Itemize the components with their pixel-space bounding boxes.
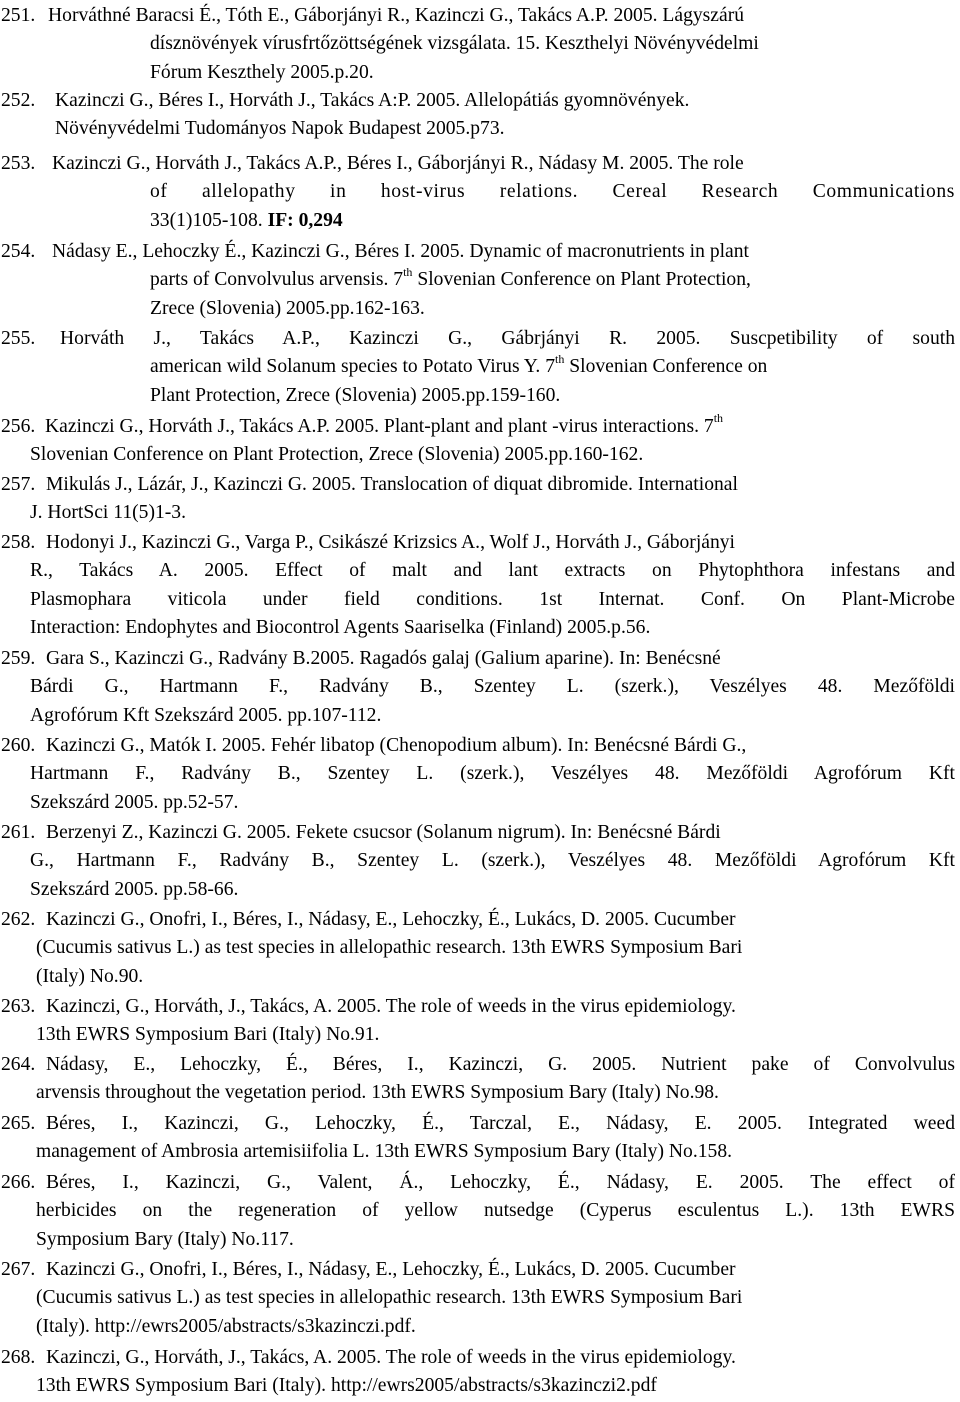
- reference-line: (Cucumis sativus L.) as test species in allelopathic research. 13th EWRS Symposium Bari: [36, 937, 743, 959]
- reference-line: (Cucumis sativus L.) as test species in allelopathic research. 13th EWRS Symposium Bari: [36, 1287, 743, 1309]
- reference-line: of allelopathy in host-virus relations. Cereal Research Communications: [150, 181, 955, 203]
- reference-line: Kazinczi G., Béres I., Horváth J., Takács A:P. 2005. Allelopátiás gyomnövények.: [55, 90, 690, 111]
- reference-line: Béres, I., Kazinczi, G., Valent, Á., Lehoczky, É., Nádasy, E. 2005. The effect of: [46, 1172, 955, 1193]
- reference-number: 251.: [1, 5, 36, 26]
- reference-line: Kazinczi G., Onofri, I., Béres, I., Nádasy, E., Lehoczky, É., Lukács, D. 2005. Cucumber: [46, 1259, 736, 1280]
- reference-line: Mikulás J., Lázár, J., Kazinczi G. 2005. Translocation of diquat dibromide. International: [46, 474, 738, 495]
- reference-line: management of Ambrosia artemisiifolia L. 13th EWRS Symposium Bary (Italy) No.158.: [36, 1141, 733, 1163]
- ordinal-suffix: th: [555, 351, 565, 366]
- reference-line: Symposium Bary (Italy) No.117.: [36, 1228, 294, 1250]
- reference-line: Kazinczi G., Matók I. 2005. Fehér libatop (Chenopodium album). In: Benécsné Bárdi G.,: [46, 735, 747, 756]
- ordinal-suffix: th: [713, 411, 724, 426]
- reference-line: Plasmophara viticola under field conditions. 1st Internat. Conf. On Plant-Microbe: [30, 588, 955, 610]
- reference-line: Slovenian Conference on Plant Protection,: [417, 269, 751, 291]
- reference-number: 252.: [1, 90, 36, 111]
- reference-line: Hodonyi J., Kazinczi G., Varga P., Csikászé Krizsics A., Wolf J., Horváth J., Gáborjányi: [46, 532, 736, 553]
- reference-line: Hartmann F., Radvány B., Szentey L. (szerk.), Veszélyes 48. Mezőföldi Agrofórum Kft: [30, 763, 955, 785]
- reference-number: 255.: [1, 328, 36, 349]
- ordinal-number: 7: [545, 356, 555, 378]
- reference-line: Horváthné Baracsi É., Tóth E., Gáborjányi R., Kazinczi G., Takács A.P. 2005. Lágyszárú: [48, 5, 745, 26]
- reference-line: J. HortSci 11(5)1-3.: [30, 502, 187, 524]
- reference-line: Béres, I., Kazinczi, G., Lehoczky, É., Tarczal, E., Nádasy, E. 2005. Integrated weed: [46, 1113, 955, 1134]
- reference-line: herbicides on the regeneration of yellow nutsedge (Cyperus esculentus L.). 13th EWRS: [36, 1200, 955, 1222]
- reference-line: dísznövények vírusfrtőzöttségének vizsgálata. 15. Keszthelyi Növényvédelmi: [150, 33, 759, 55]
- reference-number: 262.: [1, 909, 36, 930]
- reference-number: 265.: [1, 1113, 36, 1134]
- reference-line-group: [45, 413, 957, 441]
- reference-number: 261.: [1, 822, 36, 843]
- reference-line: american wild Solanum species to Potato Virus Y.: [150, 356, 541, 378]
- reference-line: Bárdi G., Hartmann F., Radvány B., Szentey L. (szerk.), Veszélyes 48. Mezőföldi: [30, 676, 955, 698]
- reference-line: Nádasy E., Lehoczky É., Kazinczi G., Béres I. 2005. Dynamic of macronutrients in plant: [52, 241, 749, 262]
- reference-number: 268.: [1, 1347, 36, 1368]
- reference-line-group: [52, 207, 955, 235]
- reference-line: Nádasy, E., Lehoczky, É., Béres, I., Kazinczi, G. 2005. Nutrient pake of Convolvulus: [46, 1054, 955, 1075]
- ordinal-number: 7: [703, 416, 714, 437]
- reference-line: Növényvédelmi Tudományos Napok Budapest 2005.p73.: [55, 118, 505, 140]
- reference-line: Horváth J., Takács A.P., Kazinczi G., Gábrjányi R. 2005. Suscpetibility of south: [60, 328, 955, 349]
- reference-line: Kazinczi G., Horváth J., Takács A.P., Béres I., Gáborjányi R., Nádasy M. 2005. The role: [52, 153, 744, 174]
- reference-line: 13th EWRS Symposium Bari (Italy) No.91.: [36, 1024, 380, 1046]
- reference-line: Interaction: Endophytes and Biocontrol Agents Saariselka (Finland) 2005.p.56.: [30, 617, 651, 639]
- reference-line: Agrofórum Kft Szekszárd 2005. pp.107-112.: [30, 704, 382, 726]
- reference-line: (Italy) No.90.: [36, 965, 144, 987]
- reference-line: Kazinczi, G., Horváth, J., Takács, A. 2005. The role of weeds in the virus epidemiology.: [46, 1347, 736, 1368]
- reference-number: 259.: [1, 648, 36, 669]
- reference-line: arvensis throughout the vegetation period. 13th EWRS Symposium Bary (Italy) No.98.: [36, 1082, 719, 1104]
- reference-number: 263.: [1, 996, 36, 1017]
- reference-number: 267.: [1, 1259, 36, 1280]
- reference-number: 253.: [1, 153, 36, 174]
- reference-line: R., Takács A. 2005. Effect of malt and lant extracts on Phytophthora infestans and: [30, 560, 955, 582]
- reference-number: 258.: [1, 532, 36, 553]
- reference-line: Plant Protection, Zrece (Slovenia) 2005.pp.159-160.: [150, 384, 561, 406]
- reference-line-group: [52, 266, 955, 294]
- reference-line: G., Hartmann F., Radvány B., Szentey L. (szerk.), Veszélyes 48. Mezőföldi Agrofórum Kft: [30, 850, 955, 872]
- reference-line: Zrece (Slovenia) 2005.pp.162-163.: [150, 297, 425, 319]
- ordinal-suffix: th: [403, 264, 413, 279]
- reference-number: 266.: [1, 1172, 36, 1193]
- reference-line: Fórum Keszthely 2005.p.20.: [150, 61, 374, 83]
- reference-number: 256.: [1, 416, 36, 437]
- reference-line: Slovenian Conference on Plant Protection, Zrece (Slovenia) 2005.pp.160-162.: [30, 444, 644, 466]
- reference-line: Kazinczi G., Onofri, I., Béres, I., Nádasy, E., Lehoczky, É., Lukács, D. 2005. Cucumber: [46, 909, 736, 930]
- reference-line: Berzenyi Z., Kazinczi G. 2005. Fekete csucsor (Solanum nigrum). In: Benécsné Bárdi: [46, 822, 721, 843]
- reference-line: Kazinczi G., Horváth J., Takács A.P. 2005. Plant-plant and plant -virus interactions.: [45, 416, 699, 437]
- reference-line: Kazinczi, G., Horváth, J., Takács, A. 2005. The role of weeds in the virus epidemiology.: [46, 996, 736, 1017]
- reference-number: 260.: [1, 735, 36, 756]
- reference-line: (Italy). http://ewrs2005/abstracts/s3kazinczi.pdf.: [36, 1315, 416, 1337]
- reference-line: Gara S., Kazinczi G., Radvány B.2005. Ragadós galaj (Galium aparine). In: Benécsné: [46, 648, 721, 669]
- reference-line: Szekszárd 2005. pp.58-66.: [30, 878, 239, 900]
- reference-line-group: [60, 353, 955, 381]
- reference-line: Szekszárd 2005. pp.52-57.: [30, 791, 239, 813]
- reference-number: 257.: [1, 474, 36, 495]
- reference-line: 13th EWRS Symposium Bari (Italy). http://ewrs2005/abstracts/s3kazinczi2.pdf: [36, 1375, 657, 1397]
- reference-number: 264.: [1, 1054, 36, 1075]
- reference-line: parts of Convolvulus arvensis.: [150, 269, 389, 291]
- reference-line: Slovenian Conference on: [569, 356, 768, 378]
- ordinal-number: 7: [393, 269, 404, 291]
- impact-factor: IF: 0,294: [267, 209, 343, 231]
- reference-number: 254.: [1, 241, 36, 262]
- reference-line: 33(1)105-108.: [150, 209, 263, 231]
